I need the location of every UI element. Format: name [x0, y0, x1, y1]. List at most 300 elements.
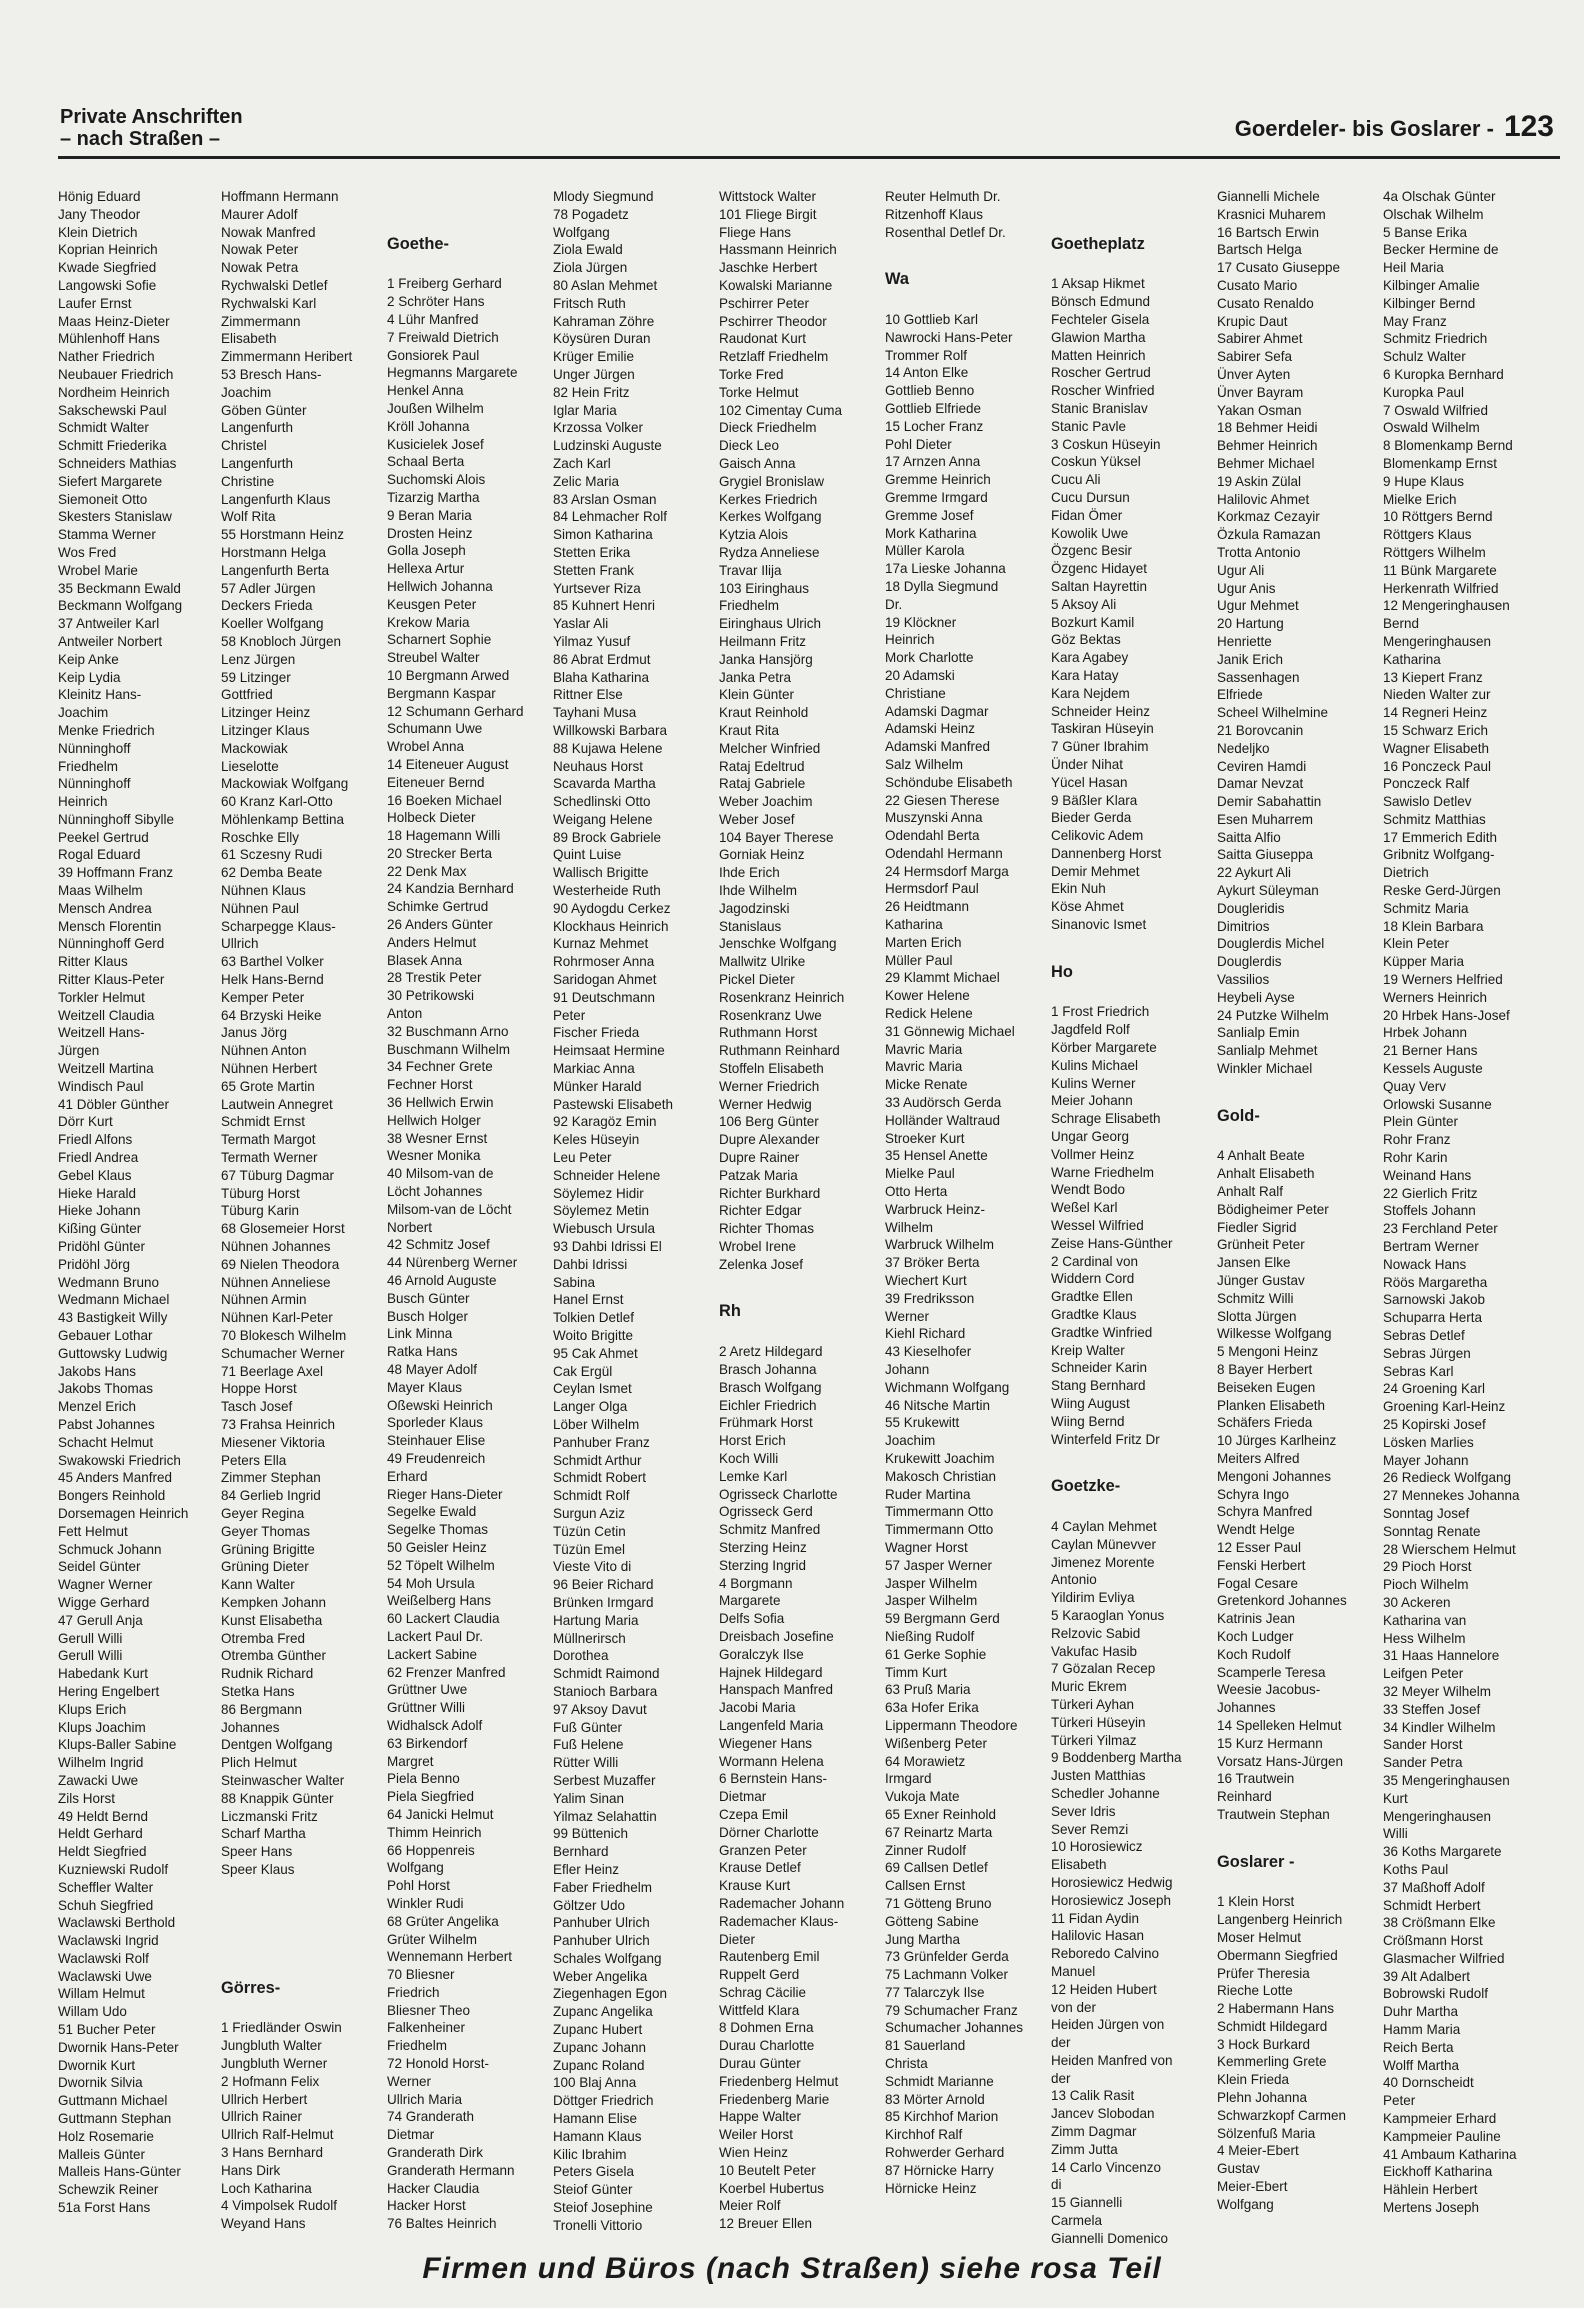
resident-entry: 26 Heidtmann: [885, 898, 970, 915]
resident-entry: Schwarzkopf Carmen: [1217, 2106, 1346, 2123]
resident-entry: 70 Blokesch Wilhelm: [221, 1327, 347, 1343]
resident-entry: Guttmann Stephan: [58, 2110, 172, 2127]
resident-entry: Salz Wilhelm: [885, 755, 963, 772]
resident-entry: Matten Heinrich: [1051, 346, 1146, 363]
resident-entry: Christa: [885, 2055, 928, 2072]
resident-entry: Stetten Erika: [553, 543, 631, 560]
resident-entry: Sanlialp Emin: [1217, 1024, 1300, 1041]
resident-entry: Winterfeld Fritz Dr: [1051, 1430, 1160, 1447]
resident-entry: 1 Freiberg Gerhard: [387, 275, 502, 292]
resident-entry: 64 Brzyski Heike: [221, 1006, 322, 1023]
resident-entry: Krasnici Muharem: [1217, 205, 1326, 222]
resident-entry: Rütter Willi: [553, 1754, 619, 1771]
resident-entry: 15 Schwarz Erich: [1383, 721, 1488, 738]
resident-entry: Kower Helene: [885, 987, 970, 1004]
resident-entry: Prüfer Theresia: [1217, 1964, 1310, 1981]
resident-entry: Melcher Winfried: [719, 739, 821, 756]
resident-entry: Joachim: [58, 704, 109, 721]
resident-entry: Anhalt Elisabeth: [1217, 1165, 1315, 1182]
resident-entry: Heiden Manfred von: [1051, 2051, 1173, 2068]
resident-entry: Guttmann Michael: [58, 2092, 168, 2109]
resident-entry: Tasch Josef: [221, 1398, 293, 1415]
resident-entry: Helk Hans-Bernd: [221, 971, 324, 988]
resident-entry: Menzel Erich: [58, 1398, 136, 1415]
spacer: [1051, 188, 1211, 206]
resident-entry: Wiing August: [1051, 1395, 1130, 1411]
resident-entry: Odendahl Hermann: [885, 844, 1003, 861]
resident-entry: Zimm Dagmar: [1051, 2123, 1137, 2140]
resident-entry: Heil Maria: [1383, 259, 1444, 276]
resident-entry: Köysüren Duran: [553, 330, 651, 347]
resident-entry: Happe Walter: [719, 2108, 802, 2125]
resident-entry: Keles Hüseyin: [553, 1131, 640, 1148]
resident-entry: Dentgen Wolfgang: [221, 1736, 333, 1753]
resident-entry: Kröll Johanna: [387, 417, 470, 434]
resident-entry: Tüzün Emel: [553, 1540, 626, 1557]
resident-entry: 41 Ambaum Katharina: [1383, 2145, 1517, 2162]
resident-entry: Rataj Gabriele: [719, 775, 806, 792]
resident-entry: 66 Hoppenreis: [387, 1841, 475, 1858]
resident-entry: Torkler Helmut: [58, 988, 145, 1005]
resident-entry: Mensch Florentin: [58, 917, 162, 934]
resident-entry: 79 Schumacher Franz: [885, 2001, 1018, 2018]
street-heading: Ho: [1051, 961, 1073, 981]
resident-entry: Anton: [387, 1005, 423, 1022]
resident-entry: 61 Gerke Sophie: [885, 1645, 987, 1662]
resident-entry: 46 Arnold Auguste: [387, 1272, 497, 1289]
resident-entry: Klups Joachim: [58, 1718, 146, 1735]
resident-entry: Grüning Dieter: [221, 1558, 309, 1575]
resident-entry: Wagner Horst: [885, 1538, 968, 1555]
resident-entry: Schacht Helmut: [58, 1433, 154, 1450]
resident-entry: 84 Gerlieb Ingrid: [221, 1487, 321, 1504]
resident-entry: 13 Calik Rasit: [1051, 2087, 1135, 2104]
resident-entry: Schmidt Rolf: [553, 1487, 630, 1504]
resident-entry: 68 Glosemeier Horst: [221, 1220, 345, 1237]
resident-entry: Wedmann Michael: [58, 1291, 170, 1308]
resident-entry: Weigang Helene: [553, 810, 653, 827]
resident-entry: 7 Güner Ibrahim: [1051, 738, 1149, 755]
resident-entry: 93 Dahbi Idrissi El: [553, 1238, 662, 1255]
street-heading: Wa: [885, 269, 909, 289]
resident-entry: Trommer Rolf: [885, 346, 967, 363]
resident-entry: Mork Katharina: [885, 524, 977, 541]
resident-entry: Geyer Thomas: [221, 1522, 311, 1539]
resident-entry: Roscher Gertrud: [1051, 364, 1151, 381]
resident-entry: 10 Röttgers Bernd: [1383, 508, 1493, 525]
spacer: [1217, 1876, 1377, 1894]
resident-entry: 49 Heldt Bernd: [58, 1807, 148, 1824]
resident-entry: Oswald Wilhelm: [1383, 419, 1480, 436]
resident-entry: 38 Crößmann Elke: [1383, 1914, 1496, 1931]
resident-entry: Mayer Klaus: [387, 1378, 462, 1395]
resident-entry: Bönsch Edmund: [1051, 293, 1151, 310]
resident-entry: Nieden Walter zur: [1383, 686, 1491, 703]
resident-entry: Werner Hedwig: [719, 1095, 812, 1112]
resident-entry: Rohrmoser Anna: [553, 953, 655, 970]
resident-entry: Yilmaz Yusuf: [553, 632, 631, 649]
resident-entry: 4 Meier-Ebert: [1217, 2142, 1299, 2159]
resident-entry: 63 Pruß Maria: [885, 1681, 971, 1698]
resident-entry: 18 Dylla Siegmund: [885, 577, 999, 594]
resident-entry: Rohr Franz: [1383, 1131, 1451, 1148]
resident-entry: Elisabeth: [221, 330, 277, 347]
resident-entry: Kampmeier Pauline: [1383, 2127, 1501, 2144]
resident-entry: 72 Honold Horst-: [387, 2055, 490, 2072]
resident-entry: Stetten Frank: [553, 561, 635, 578]
spacer: [221, 1914, 381, 1932]
resident-entry: Ullrich Maria: [387, 2090, 462, 2107]
spacer: [1051, 1448, 1211, 1466]
resident-entry: Bobrowski Rudolf: [1383, 1985, 1488, 2002]
resident-entry: Zimmermann Heribert: [221, 348, 353, 365]
resident-entry: Vorsatz Hans-Jürgen: [1217, 1752, 1344, 1769]
resident-entry: 7 Oswald Wilfried: [1383, 401, 1488, 418]
resident-entry: Wagner Werner: [58, 1576, 153, 1593]
resident-entry: Kampmeier Erhard: [1383, 2110, 1497, 2127]
resident-entry: Katharina: [1383, 650, 1441, 667]
resident-entry: Ceylan Ismet: [553, 1380, 632, 1397]
resident-entry: Wiegener Hans: [719, 1734, 813, 1751]
resident-entry: Koch Willi: [719, 1449, 779, 1466]
resident-entry: Panhuber Ulrich: [553, 1932, 650, 1949]
resident-entry: Busch Günter: [387, 1289, 470, 1306]
resident-entry: Yurtsever Riza: [553, 579, 641, 596]
resident-entry: Zimmer Stephan: [221, 1469, 321, 1486]
resident-entry: Fritsch Ruth: [553, 294, 626, 311]
resident-entry: Nühnen Herbert: [221, 1060, 318, 1077]
resident-entry: der: [1051, 2034, 1071, 2051]
resident-entry: Zupanc Hubert: [553, 2021, 643, 2038]
resident-entry: 4 Borgmann: [719, 1574, 793, 1591]
resident-entry: Kahraman Zöhre: [553, 312, 655, 329]
resident-entry: Dr.: [885, 595, 903, 612]
resident-entry: 58 Knobloch Jürgen: [221, 632, 342, 649]
resident-entry: 82 Hein Fritz: [553, 383, 630, 400]
resident-entry: Warbruck Wilhelm: [885, 1236, 994, 1253]
resident-entry: Kara Hatay: [1051, 666, 1119, 683]
resident-entry: 39 Alt Adalbert: [1383, 1967, 1471, 1984]
resident-entry: Schöndube Elisabeth: [885, 773, 1013, 790]
resident-entry: Windisch Paul: [58, 1077, 144, 1094]
resident-entry: Horosiewicz Hedwig: [1051, 1873, 1173, 1890]
resident-entry: 14 Anton Elke: [885, 364, 969, 381]
resident-entry: Löber Wilhelm: [553, 1415, 640, 1432]
resident-entry: Weitzell Martina: [58, 1060, 154, 1077]
resident-entry: Klein Günter: [719, 686, 795, 703]
resident-entry: Kuropka Paul: [1383, 383, 1465, 400]
resident-entry: Kiehl Richard: [885, 1325, 966, 1342]
resident-entry: Schmidt Marianne: [885, 2072, 994, 2089]
resident-entry: Micke Renate: [885, 1076, 968, 1093]
spacer: [1217, 1078, 1377, 1096]
resident-entry: Krukewitt Joachim: [885, 1449, 995, 1466]
resident-entry: Nühnen Anneliese: [221, 1273, 331, 1290]
resident-entry: Wittstock Walter: [719, 188, 816, 204]
resident-entry: Damar Nevzat: [1217, 775, 1304, 792]
resident-entry: Lieselotte: [221, 757, 279, 774]
resident-entry: Mielke Erich: [1383, 490, 1457, 507]
resident-entry: 80 Aslan Mehmet: [553, 276, 658, 293]
resident-entry: Marten Erich: [885, 933, 962, 950]
resident-entry: Zimm Jutta: [1051, 2140, 1118, 2157]
resident-entry: Zelenka Josef: [719, 1255, 804, 1272]
resident-entry: Waclawski Berthold: [58, 1914, 176, 1931]
resident-entry: Bergmann Kaspar: [387, 684, 496, 701]
resident-entry: Litzinger Heinz: [221, 704, 311, 721]
resident-entry: Schmuck Johann: [58, 1540, 162, 1557]
resident-entry: di: [1051, 2176, 1062, 2193]
resident-entry: Mork Charlotte: [885, 649, 974, 666]
resident-entry: 30 Ackeren: [1383, 1593, 1451, 1610]
resident-entry: 5 Banse Erika: [1383, 223, 1468, 240]
resident-entry: Winkler Rudi: [387, 1894, 464, 1911]
resident-entry: Lippermann Theodore: [885, 1716, 1018, 1733]
resident-entry: Widdern Cord: [1051, 1270, 1135, 1287]
resident-entry: Schrage Elisabeth: [1051, 1110, 1161, 1127]
resident-entry: Holländer Waltraud: [885, 1111, 1001, 1128]
resident-entry: Sebras Jürgen: [1383, 1344, 1471, 1361]
directory-columns: [58, 188, 1558, 2248]
resident-entry: Nühnen Paul: [221, 899, 300, 916]
resident-entry: Schyra Manfred: [1217, 1503, 1313, 1520]
resident-entry: Peekel Gertrud: [58, 828, 149, 845]
resident-entry: 73 Grünfelder Gerda: [885, 1948, 1009, 1965]
resident-entry: 38 Wesner Ernst: [387, 1129, 488, 1146]
resident-entry: Keusgen Peter: [387, 595, 477, 612]
resident-entry: 24 Putzke Wilhelm: [1217, 1006, 1329, 1023]
resident-entry: Gerull Willi: [58, 1629, 123, 1646]
resident-entry: Kerkes Friedrich: [719, 490, 818, 507]
resident-entry: Eichler Friedrich: [719, 1396, 817, 1413]
resident-entry: Schmidt Ernst: [221, 1113, 305, 1130]
resident-entry: Neuhaus Horst: [553, 757, 644, 774]
resident-entry: Nowak Peter: [221, 241, 299, 258]
resident-entry: Kraut Rita: [719, 721, 779, 738]
resident-entry: Koch Rudolf: [1217, 1645, 1291, 1662]
resident-entry: 68 Grüter Angelika: [387, 1912, 499, 1929]
resident-entry: 50 Geisler Heinz: [387, 1538, 487, 1555]
resident-entry: Henriette: [1217, 632, 1272, 649]
resident-entry: 4 Anhalt Beate: [1217, 1147, 1305, 1164]
resident-entry: Langenfurth Klaus: [221, 490, 331, 507]
resident-entry: Ugur Anis: [1217, 579, 1276, 596]
resident-entry: Jany Theodor: [58, 205, 141, 222]
resident-entry: Gottlieb Benno: [885, 382, 975, 399]
resident-entry: 1 Aksap Hikmet: [1051, 275, 1145, 292]
resident-entry: Makosch Christian: [885, 1467, 996, 1484]
resident-entry: Ogrisseck Gerd: [719, 1503, 813, 1520]
resident-entry: Hählein Herbert: [1383, 2181, 1478, 2198]
resident-entry: 83 Mörter Arnold: [885, 2090, 985, 2107]
resident-entry: Stanislaus: [719, 917, 782, 934]
resident-entry: Ünver Ayten: [1217, 365, 1291, 382]
resident-entry: Hönig Eduard: [58, 188, 141, 204]
resident-entry: Giannelli Domenico: [1051, 2229, 1169, 2246]
resident-entry: 24 Kandzia Bernhard: [387, 880, 514, 897]
resident-entry: Wrobel Marie: [58, 561, 138, 578]
header-rule: [58, 156, 1560, 159]
resident-entry: Behmer Michael: [1217, 454, 1315, 471]
resident-entry: Obermann Siegfried: [1217, 1946, 1338, 1963]
resident-entry: Müllnerirsch: [553, 1629, 626, 1646]
resident-entry: 10 Jürges Karlheinz: [1217, 1432, 1337, 1449]
resident-entry: Wiechert Kurt: [885, 1272, 967, 1289]
resident-entry: Duhr Martha: [1383, 2003, 1458, 2020]
resident-entry: Stroeker Kurt: [885, 1129, 965, 1146]
resident-entry: Torke Fred: [719, 365, 784, 382]
resident-entry: 86 Bergmann: [221, 1700, 303, 1717]
resident-entry: Drosten Heinz: [387, 524, 473, 541]
resident-entry: Timm Kurt: [885, 1663, 947, 1680]
resident-entry: 17 Arnzen Anna: [885, 453, 981, 470]
resident-entry: Yilmaz Selahattin: [553, 1807, 657, 1824]
resident-entry: Janik Erich: [1217, 650, 1283, 667]
resident-entry: Erhard: [387, 1467, 428, 1484]
resident-entry: Hörnicke Heinz: [885, 2179, 977, 2196]
resident-entry: Gebauer Lothar: [58, 1327, 153, 1343]
resident-entry: Werner Friedrich: [719, 1077, 820, 1094]
resident-entry: Türkeri Hüseyin: [1051, 1713, 1146, 1730]
resident-entry: 71 Götteng Bruno: [885, 1894, 992, 1911]
resident-entry: Bieder Gerda: [1051, 809, 1132, 826]
resident-entry: Koprian Heinrich: [58, 241, 158, 258]
resident-entry: Nawrocki Hans-Peter: [885, 328, 1013, 345]
resident-entry: Jünger Gustav: [1217, 1272, 1305, 1289]
resident-entry: Ogrisseck Charlotte: [719, 1485, 838, 1502]
resident-entry: Heldt Gerhard: [58, 1825, 143, 1842]
resident-entry: Rogal Eduard: [58, 846, 141, 863]
resident-entry: Margarete: [719, 1592, 781, 1609]
resident-entry: Sawislo Detlev: [1383, 793, 1472, 810]
resident-entry: Waclawski Uwe: [58, 1967, 152, 1984]
resident-entry: Wrobel Irene: [719, 1238, 797, 1255]
resident-entry: Stanic Branislav: [1051, 399, 1148, 416]
resident-entry: Ruthmann Horst: [719, 1024, 818, 1041]
resident-entry: Sabina: [553, 1273, 596, 1290]
resident-entry: 20 Strecker Berta: [387, 844, 492, 861]
resident-entry: 6 Kuropka Bernhard: [1383, 365, 1504, 382]
resident-entry: 51a Forst Hans: [58, 2199, 151, 2216]
resident-entry: Glawion Martha: [1051, 328, 1146, 345]
resident-entry: Hess Wilhelm: [1383, 1629, 1466, 1646]
resident-entry: 97 Aksoy Davut: [553, 1700, 647, 1717]
resident-entry: Özkula Ramazan: [1217, 526, 1321, 543]
street-heading: Goetzke-: [1051, 1476, 1121, 1496]
resident-entry: Hassmann Heinrich: [719, 241, 837, 258]
resident-entry: Rohwerder Gerhard: [885, 2144, 1005, 2161]
resident-entry: 15 Kurz Hermann: [1217, 1734, 1323, 1751]
resident-entry: Relzovic Sabid: [1051, 1624, 1141, 1641]
resident-entry: 92 Karagöz Emin: [553, 1113, 657, 1130]
resident-entry: Peters Gisela: [553, 2163, 635, 2180]
resident-entry: Dieck Leo: [719, 437, 780, 454]
resident-entry: 17a Lieske Johanna: [885, 560, 1006, 577]
resident-entry: 44 Nürenberg Werner: [387, 1254, 518, 1271]
resident-entry: Norbert: [387, 1218, 432, 1235]
resident-entry: Quay Verv: [1383, 1077, 1447, 1094]
resident-entry: Sever Idris: [1051, 1802, 1116, 1819]
resident-entry: Laufer Ernst: [58, 294, 132, 311]
resident-entry: Henkel Anna: [387, 382, 464, 399]
resident-entry: 36 Koths Margarete: [1383, 1843, 1502, 1860]
resident-entry: Rademacher Klaus-: [719, 1912, 839, 1929]
resident-entry: Klein Frieda: [1217, 2071, 1290, 2088]
resident-entry: Vukoja Mate: [885, 1788, 960, 1805]
resident-entry: Elisabeth: [1051, 1856, 1107, 1873]
resident-entry: Tüzün Cetin: [553, 1522, 626, 1539]
resident-entry: Gonsiorek Paul: [387, 346, 480, 363]
resident-entry: 61 Sczesny Rudi: [221, 846, 323, 863]
resident-entry: 57 Jasper Werner: [885, 1556, 993, 1573]
resident-entry: 19 Werners Helfried: [1383, 971, 1503, 988]
spacer: [1051, 258, 1211, 276]
resident-entry: Dannenberg Horst: [1051, 844, 1162, 861]
resident-entry: Caylan Münevver: [1051, 1535, 1156, 1552]
resident-entry: Hellwich Holger: [387, 1111, 481, 1128]
resident-entry: Dörner Charlotte: [719, 1823, 819, 1840]
spacer: [221, 2002, 381, 2020]
resident-entry: 22 Denk Max: [387, 862, 467, 879]
resident-entry: Mlody Siegmund: [553, 188, 654, 204]
resident-entry: Mackowiak: [221, 739, 288, 756]
resident-entry: Crößmann Horst: [1383, 1932, 1483, 1949]
resident-entry: Tayhani Musa: [553, 704, 637, 721]
resident-entry: 91 Deutschmann: [553, 988, 656, 1005]
resident-entry: Rosenkranz Heinrich: [719, 988, 845, 1005]
resident-entry: Fuß Helene: [553, 1736, 624, 1753]
resident-entry: Söylemez Hidir: [553, 1184, 644, 1201]
resident-entry: Segelke Ewald: [387, 1503, 477, 1520]
resident-entry: Schaal Berta: [387, 453, 465, 470]
resident-entry: Gribnitz Wolfgang-: [1383, 846, 1495, 863]
resident-entry: Skesters Stanislaw: [58, 508, 172, 525]
resident-entry: Mensch Andrea: [58, 899, 152, 916]
resident-entry: 32 Buschmann Arno: [387, 1022, 509, 1039]
resident-entry: Kemper Peter: [221, 988, 305, 1005]
resident-entry: 40 Dornscheidt: [1383, 2074, 1474, 2091]
resident-entry: Adamski Heinz: [885, 720, 975, 737]
resident-entry: Pridöhl Günter: [58, 1238, 145, 1255]
resident-entry: Schmitz Willi: [1217, 1289, 1294, 1306]
resident-entry: 86 Abrat Erdmut: [553, 650, 651, 667]
resident-entry: Grygiel Bronislaw: [719, 472, 824, 489]
resident-entry: Hieke Johann: [58, 1202, 141, 1219]
resident-entry: Thimm Heinrich: [387, 1823, 482, 1840]
resident-entry: Schales Wolfgang: [553, 1949, 662, 1966]
street-heading: Goetheplatz: [1051, 233, 1145, 253]
resident-entry: Nühnen Karl-Peter: [221, 1309, 333, 1326]
resident-entry: Ratka Hans: [387, 1343, 458, 1360]
resident-entry: Nühnen Armin: [221, 1291, 307, 1308]
resident-entry: 35 Hensel Anette: [885, 1147, 988, 1164]
resident-entry: Röttgers Klaus: [1383, 526, 1472, 543]
resident-entry: Orlowski Susanne: [1383, 1095, 1492, 1112]
resident-entry: Kulins Werner: [1051, 1074, 1136, 1091]
resident-entry: 77 Talarczyk Ilse: [885, 1983, 985, 2000]
resident-entry: 37 Bröker Berta: [885, 1254, 980, 1271]
resident-entry: Jasper Wilhelm: [885, 1592, 978, 1609]
resident-entry: 106 Berg Günter: [719, 1113, 819, 1130]
resident-entry: 104 Bayer Therese: [719, 828, 834, 845]
resident-entry: 63 Barthel Volker: [221, 953, 324, 970]
resident-entry: 40 Milsom-van de: [387, 1165, 494, 1182]
resident-entry: Siemoneit Otto: [58, 490, 148, 507]
resident-entry: Horosiewicz Joseph: [1051, 1891, 1171, 1908]
resident-entry: 34 Fechner Grete: [387, 1058, 493, 1075]
resident-entry: Bernhard: [553, 1843, 609, 1860]
spacer: [387, 188, 547, 206]
